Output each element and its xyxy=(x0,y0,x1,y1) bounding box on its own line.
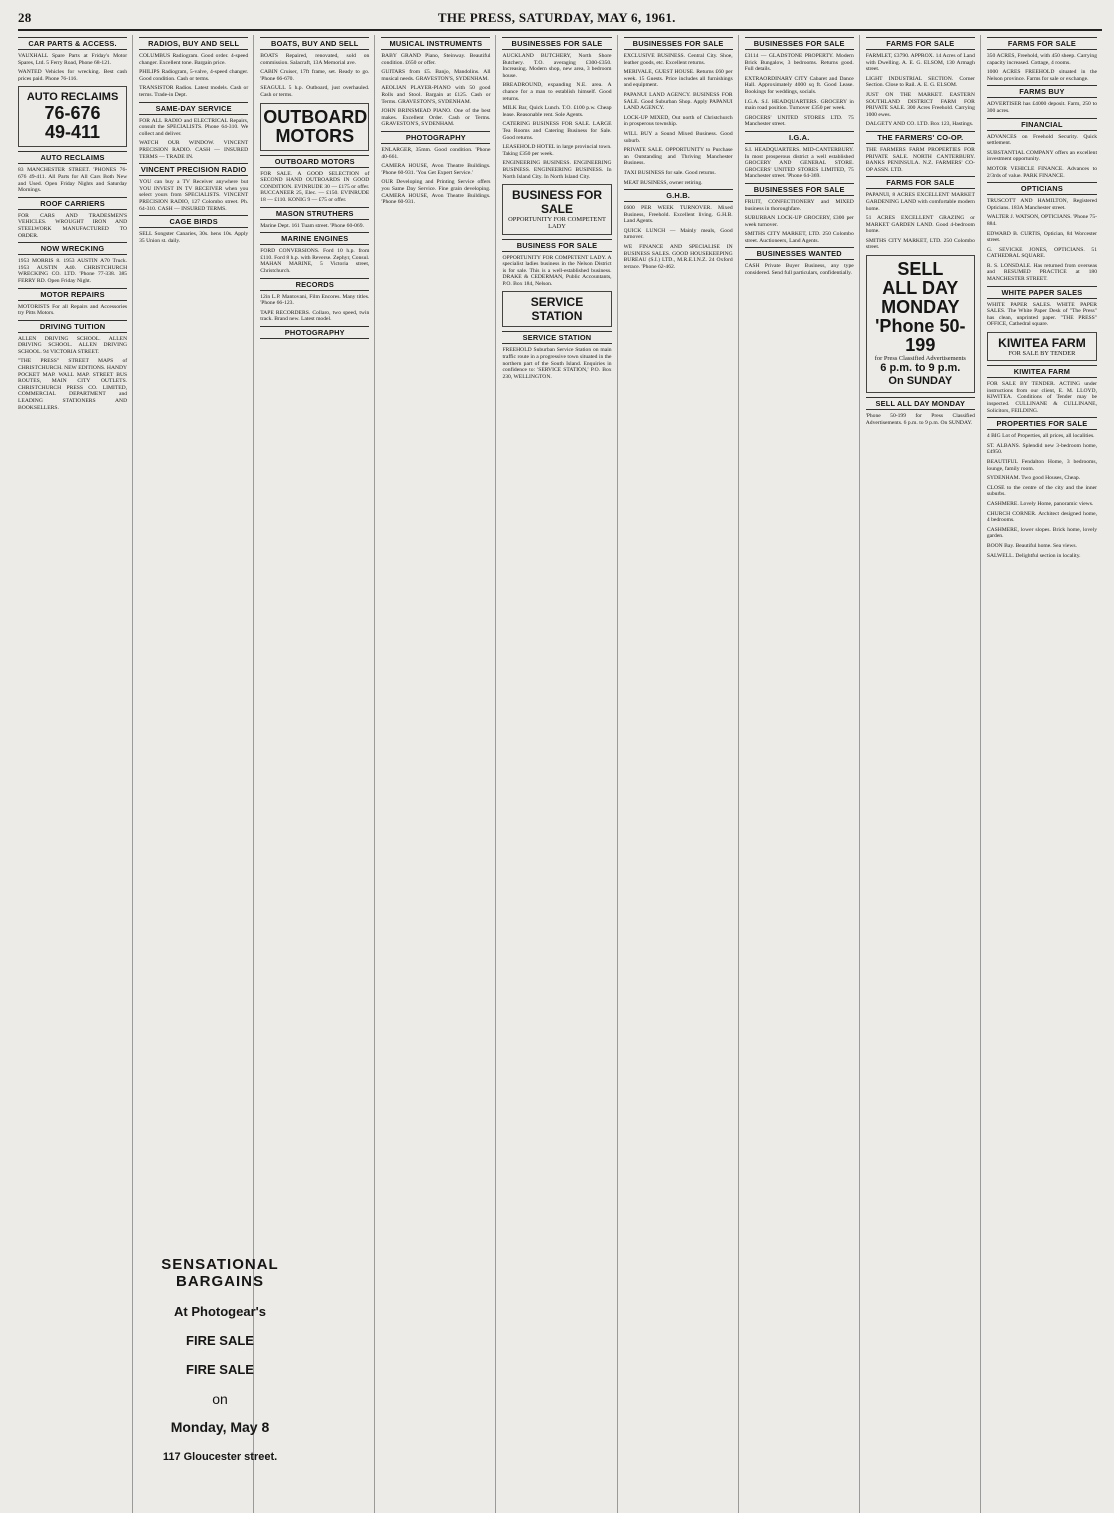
sensational-bargains-ad xyxy=(150,1256,290,1463)
classified-ad: BOATS Repaired, renovated, sold on commission. Salacraft, 13A Memorial ave. xyxy=(260,53,370,66)
classified-ad: CATERING BUSINESS FOR SALE. LARGE Tea Rooms and Catering Business for Sale. Good returns. xyxy=(502,121,612,141)
classified-ad: 4 BIG Lot of Properties, all prices, all localities. xyxy=(986,433,1095,440)
classified-ad: ADVANCES on Freehold Security. Quick settlement. xyxy=(986,133,1097,147)
column-5 xyxy=(502,35,617,1513)
classified-ad: EDWARD B. CURTIS, Optician, 84 Worcester street. xyxy=(986,230,1097,244)
classified-ad: EXCLUSIVE BUSINESS. Central City. Shoe, leather goods, etc. Excellent returns. xyxy=(623,53,733,66)
auto-reclaims-phone2: 49-411 xyxy=(45,122,101,143)
classified-ad: FREEHOLD Suburban Service Station on main traffic route in a progressive town situated in the northern part of the South Island. Enquiries in confidence to: 'SERVICE STATION,' P.O. Box 230, WELLINGTON. xyxy=(502,347,612,380)
classified-ad: BREADROUND, expanding N.E. area. A chance for a man to establish himself. Good returns. xyxy=(502,82,612,102)
section-heading: FARMS FOR SALE xyxy=(866,176,975,189)
section-heading: BUSINESSES FOR SALE xyxy=(745,183,854,196)
classified-ad: 51 ACRES EXCELLENT GRAZING or MARKET GARDEN LAND. Good 4-bedroom home. xyxy=(865,215,975,235)
section-heading: RECORDS xyxy=(260,278,369,291)
classified-ad: GROCERS' UNITED STORES LTD. 75 Manchester street. xyxy=(744,114,854,128)
classified-ad: WILL BUY a Sound Mixed Business. Good suburb. xyxy=(623,130,733,144)
classified-ad: MEAT BUSINESS, owner retiring. xyxy=(623,179,703,186)
classified-ad: SALWELL. Delightful section in locality. xyxy=(986,552,1081,559)
classified-ad: WE FINANCE AND SPECIALISE IN BUSINESS SALES. GOOD HOUSEKEEPING BUREAU (S.I.) LTD., M.R.E.I.N.Z. 24 Oxford terrace. 'Phone 62-462. xyxy=(623,244,733,270)
classified-ad: AEOLIAN PLAYER-PIANO with 50 good Rolls and Stool. Bargain at £125. Cash or Terms. GRAVESTON'S, SYDENHAM. xyxy=(381,85,491,105)
classified-ad: SUBSTANTIAL COMPANY offers an excellent investment opportunity. xyxy=(986,149,1097,163)
classified-ad: TAXI BUSINESS for sale. Good returns. xyxy=(623,169,716,176)
section-heading: MOTOR REPAIRS xyxy=(18,288,127,301)
classified-ad: ALLEN DRIVING SCHOOL. ALLEN DRIVING SCHOOL. ALLEN DRIVING SCHOOL. 94 VICTORIA STREET. xyxy=(18,335,128,355)
section-heading: FARMS BUY xyxy=(987,85,1097,98)
section-heading: THE FARMERS' CO-OP. xyxy=(866,131,975,144)
section-heading: MARINE ENGINES xyxy=(260,232,369,245)
classified-ad: OPPORTUNITY FOR COMPETENT LADY. A specialist ladies business in the Nelson District is for sale. This is a well-established business. DRAKE & CEDERMAN, Public Accountants, P.O. Box 184, Nelson. xyxy=(502,254,612,287)
classified-ad: JOHN BRINSMEAD PIANO. One of the best makes. Excellent Order. Cash or Terms. GRAVESTON'S, SYDENHAM. xyxy=(381,108,491,128)
section-heading: BUSINESSES FOR SALE xyxy=(624,37,733,50)
classified-ad: ENLARGER, 35mm. Good condition. 'Phone 40-661. xyxy=(381,146,491,160)
classified-ad: TRUSCOTT AND HAMILTON, Registered Opticians. 183A Manchester street. xyxy=(986,198,1097,211)
classified-ad: VAUXHALL Spare Parts at Friday's Motor Spares, Ltd. 5 Ferry Road, Phone 68-121. xyxy=(18,53,128,66)
publication-line: THE PRESS, SATURDAY, MAY 6, 1961. xyxy=(437,10,676,25)
classified-ad: R. S. LONSDALE. Has returned from overseas and RESUMED PRACTICE at 180 MANCHESTER STREET. xyxy=(986,262,1097,283)
classified-ad: WHITE PAPER SALES. WHITE PAPER SALES. The White Paper Desk of "The Press" has clean, unprinted paper. "THE PRESS" OFFICE, Cathedral square. xyxy=(986,301,1097,328)
classified-ad: MERIVALE, GUEST HOUSE. Returns £60 per week. 15 Guests. Price includes all furnishings and equipment. xyxy=(623,69,733,89)
classified-ad: £600 PER WEEK TURNOVER. Mixed Business, Freehold. Excellent living. G.H.B. Land Agents. xyxy=(623,205,733,225)
classified-ad: SEAGULL 5 h.p. Outboard, just overhauled. Cash or terms. xyxy=(260,85,370,98)
column-1 xyxy=(18,35,133,1513)
classified-ad: ST. ALBANS. Splendid new 3-bedroom home, £4950. xyxy=(986,442,1097,456)
classified-ad: DALGETY AND CO. LTD. Box 123, Hastings. xyxy=(865,121,974,128)
service-station-box xyxy=(502,291,611,327)
classified-ad: CASHMERE, lower slopes. Brick home, lovely garden. xyxy=(986,526,1097,540)
classified-ad: 350 ACRES, Freehold, with 450 sheep. Carrying capacity increased. Cottage, 4 rooms. xyxy=(986,53,1097,66)
business-for-sale-sub: OPPORTUNITY FOR COMPETENT LADY xyxy=(508,216,606,231)
section-heading: PHOTOGRAPHY xyxy=(381,131,490,144)
classified-ad: QUICK LUNCH — Mainly meals, Good turnover. xyxy=(623,227,733,241)
classified-ad: TAPE RECORDERS. Collaro, two speed, twin track. Brand new. Latest model. xyxy=(260,309,370,323)
column-9 xyxy=(987,35,1102,1513)
sensational-date: Monday, May 8 xyxy=(170,1419,270,1435)
classified-ad: ENGINEERING BUSINESS. ENGINEERING BUSINESS. ENGINEERING BUSINESS. In North Island City. In North Island City. xyxy=(502,160,612,180)
classified-ad: SMITHS CITY MARKET, LTD. 250 Colombo street. Auctioneers, Land Agents. xyxy=(744,231,854,244)
auto-reclaims-phone1: 76-676 xyxy=(44,103,101,124)
section-heading: G.H.B. xyxy=(624,189,733,202)
service-station-title: SERVICE STATION xyxy=(530,295,584,324)
masthead xyxy=(18,10,1102,31)
classified-ad: S.I. HEADQUARTERS. MID-CANTERBURY. In most prosperous district a well established GROCERY AND GENERAL STORE. GROCERS' UNITED STORES LIMITED, 75 Manchester street. 'Phone 64-369. xyxy=(744,146,854,180)
column-8 xyxy=(866,35,981,1513)
section-heading: AUTO RECLAIMS xyxy=(18,151,127,164)
column-6 xyxy=(624,35,739,1513)
sensational-line2: FIRE SALE xyxy=(186,1333,254,1348)
sell-all-day-tail: for Press Classified Advertisements xyxy=(874,355,966,363)
classified-ad: BOON Bay. Beautiful home. Sea views. xyxy=(986,542,1077,549)
sensational-title: SENSATIONAL BARGAINS xyxy=(161,1256,279,1290)
classified-ad: FRUIT, CONFECTIONERY and MIXED business in thoroughfare. xyxy=(744,198,854,212)
classified-ad: LIGHT INDUSTRIAL SECTION. Corner Section. Close to Rail. A. E. G. ELSOM. xyxy=(865,75,975,89)
page-number: 28 xyxy=(18,10,32,25)
classified-ad: WATCH OUR WINDOW. VINCENT PRECISION RADIO. CASH — INSURED TERMS — TRADE IN. xyxy=(139,140,249,160)
section-heading: FARMS FOR SALE xyxy=(987,37,1097,50)
section-heading: CAGE BIRDS xyxy=(139,215,248,228)
classified-ad: SELL Songster Canaries, 30s. hens 10s. Apply 35 Union st. daily. xyxy=(139,231,249,244)
classified-ad: 1000 ACRES FREEHOLD situated in the Nelson province. Farms for sale or exchange. xyxy=(986,69,1097,82)
classified-ad: LEASEHOLD HOTEL in large provincial town. Taking £350 per week. xyxy=(502,144,612,157)
section-heading: PROPERTIES FOR SALE xyxy=(987,417,1097,430)
section-heading: SAME-DAY SERVICE xyxy=(139,102,248,115)
masthead-spacer xyxy=(1082,10,1102,26)
classified-ad: £3114 — GLADSTONE PROPERTY. Modern Brick Bungalow, 3 bedrooms. Returns good. Full details. xyxy=(744,53,854,73)
sell-all-day-line3: MONDAY xyxy=(881,297,960,318)
auto-reclaims-display xyxy=(18,86,127,147)
sell-all-day-display xyxy=(866,255,975,393)
sell-all-day-phone: 'Phone 50-199 xyxy=(875,316,966,356)
sell-all-day-line2: ALL DAY xyxy=(882,278,959,299)
classified-ad: PAPANUI LAND AGENCY. BUSINESS FOR SALE. Good Suburban Shop. Apply PAPANUI LAND AGENCY. xyxy=(623,91,733,112)
classified-ad: WALTER J. WATSON, OPTICIANS. 'Phone 75-884. xyxy=(986,214,1097,227)
sell-all-day-time: 6 p.m. to 9 p.m. xyxy=(880,362,961,375)
classified-ad: MILK Bar, Quick Lunch. T.O. £100 p.w. Cheap lease. Reasonable rent. Sole Agents. xyxy=(502,105,612,118)
classified-ad: GUITARS from £5. Banjo, Mandolins. All musical needs. GRAVESTON'S, SYDENHAM. xyxy=(381,69,491,82)
section-heading: WHITE PAPER SALES xyxy=(987,286,1097,299)
classified-ad: CAMERA HOUSE, Avon Theatre Buildings. 'Phone 60-931. 'You Get Expert Service.' xyxy=(381,163,491,176)
classified-ad: ADVERTISER has £4000 deposit. Farm, 250 to 300 acres. xyxy=(986,101,1097,114)
classified-ad: I.G.A. S.I. HEADQUARTERS. GROCERY in main road position. Turnover £350 per week. xyxy=(744,98,854,112)
sell-all-day-day: On SUNDAY xyxy=(888,375,953,388)
section-heading: I.G.A. xyxy=(745,131,854,144)
section-heading: DRIVING TUITION xyxy=(18,320,127,333)
auto-reclaims-title: AUTO RECLAIMS xyxy=(26,91,119,104)
classified-ad: FARMLET, £3790. APPROX. 14 Acres of Land with Dwelling. A. E. G. ELSOM, 130 Armagh street. xyxy=(865,53,975,73)
outboard-display xyxy=(260,103,369,151)
section-heading: KIWITEA FARM xyxy=(987,365,1097,378)
classified-ad: SYDENHAM. Two good Houses, Cheap. xyxy=(986,475,1081,482)
sell-all-day-line1: SELL xyxy=(897,259,944,280)
classified-ad: SUBURBAN LOCK-UP GROCERY, £300 per week turnover. xyxy=(744,215,854,228)
section-heading: OUTBOARD MOTORS xyxy=(260,155,369,168)
kiwitea-sub: FOR SALE BY TENDER xyxy=(1008,350,1076,358)
section-heading: BUSINESS FOR SALE xyxy=(502,239,611,252)
classified-ad: JUST ON THE MARKET. EASTERN SOUTHLAND DISTRICT FARM FOR PRIVATE SALE. 300 Acres Freehold. Carrying 1000 ewes. xyxy=(865,91,975,118)
sensational-on: on xyxy=(212,1391,228,1407)
section-heading: BOATS, BUY AND SELL xyxy=(260,37,369,50)
classified-ad: COLUMBUS Radiogram. Good order. 4-speed changer. Excellent tone. Bargain price. xyxy=(139,53,249,66)
classified-ad: MOTOR VEHICLE FINANCE. Advances to 2/3rds of value. PARK FINANCE. xyxy=(986,165,1097,179)
classified-ad: PRIVATE SALE. OPPORTUNITY to Purchase an Outstanding and Thriving Manchester Business. xyxy=(623,147,733,167)
classified-ad: THE FARMERS FARM PROPERTIES FOR PRIVATE SALE. NORTH CANTERBURY. BANKS PENINSULA. N.Z. FARMERS' CO-OP ASSN. LTD. xyxy=(865,146,975,173)
classified-ad: FOR SALE. A GOOD SELECTION of SECOND HAND OUTBOARDS IN GOOD CONDITION. EVINRUDE 30 — £175 or offer. BUCCANEER 25, Elec. — £150. EVINRUDE 18 — £110. KONIG 9 — £75 or offer. xyxy=(260,170,370,203)
classified-ad: MOTORISTS For all Repairs and Accessories try Pitts Motors. xyxy=(18,303,128,317)
column-4 xyxy=(381,35,496,1513)
classified-ad: FORD CONVERSIONS. Ford 10 h.p. from £110. Ford 8 h.p. with Reverse. Zephyr, Consul. MAHAN MARINE, 5 Victoria street, Christchurch. xyxy=(260,248,370,274)
section-heading: CAR PARTS & ACCESS. xyxy=(18,37,127,50)
classified-ad: YOU can buy a TV Receiver anywhere but YOU INVEST IN TV RECEIVER when you select yours from SPECIALISTS. VINCENT PRECISION RADIO, 127 Colombo street. Ph. 64-310. CASH — INSURED TERMS. xyxy=(139,179,249,212)
business-for-sale-box xyxy=(502,184,611,234)
kiwitea-box xyxy=(987,332,1097,361)
classified-ad: PAPANUI, 8 ACRES EXCELLENT MARKET GARDENING LAND with comfortable modern home. xyxy=(865,192,975,212)
classified-ad: SMITHS CITY MARKET, LTD. 250 Colombo street. xyxy=(865,237,975,251)
section-heading: MASON STRUTHERS xyxy=(260,207,369,220)
classified-ad: TRANSISTOR Radios. Latest models. Cash or terms. Trade-in Dept. xyxy=(139,85,249,98)
classified-ad: 1953 MORRIS 8. 1953 AUSTIN A70 Truck. 1953 AUSTIN A40. CHRISTCHURCH WRECKING CO. LTD. 'Phone 77-338. 385 FERRY RD. Open Friday Night. xyxy=(18,258,128,284)
classified-ad: CASHMERE. Lovely Home, panoramic views. xyxy=(986,500,1094,507)
section-heading: PHOTOGRAPHY xyxy=(260,326,369,339)
sensational-line1: At Photogear's xyxy=(174,1304,266,1319)
classified-ad: G. SEVICKE JONES, OPTICIANS. 51 CATHEDRAL SQUARE. xyxy=(986,246,1097,260)
section-heading: RADIOS, BUY AND SELL xyxy=(139,37,248,50)
section-heading: SERVICE STATION xyxy=(502,331,611,344)
section-heading: MUSICAL INSTRUMENTS xyxy=(381,37,490,50)
outboard-title: OUTBOARD MOTORS xyxy=(263,106,368,146)
classified-ad: 'Phone 50-199 for Press Classified Advertisements. 6 p.m. to 9 p.m. On SUNDAY. xyxy=(865,413,975,427)
section-heading: BUSINESSES WANTED xyxy=(745,247,854,260)
classified-ad: 12in L.P. Mantovani, Film Encores. Many titles. 'Phone 66-123. xyxy=(260,293,370,307)
business-for-sale-title: BUSINESS FOR SALE xyxy=(511,188,602,217)
classified-ad: WANTED Vehicles for wrecking. Best cash prices paid. Phone 76-116. xyxy=(18,69,128,82)
classified-ad: CLOSE to the centre of the city and the inner suburbs. xyxy=(986,484,1097,498)
classified-ad: BABY GRAND Piano, Steinway. Beautiful condition. £650 or offer. xyxy=(381,53,491,66)
sensational-line3: FIRE SALE xyxy=(186,1362,254,1377)
section-heading: SELL ALL DAY MONDAY xyxy=(866,397,975,410)
classified-ad: CASH Private Buyer Business, any type considered. Send full particulars, confidentially. xyxy=(744,263,854,277)
classified-ad: OUR Developing and Printing Service offers you Same Day Service. Fine grain developing. CAMERA HOUSE, Avon Theatre Buildings. 'Phone 60-931. xyxy=(381,179,491,206)
section-heading: FARMS FOR SALE xyxy=(866,37,975,50)
classified-ad: AUCKLAND BUTCHERY, North Shore Butchery. T.O. averaging £300-£350. Increasing. Modern shop, new area, 3 bedroom house. xyxy=(502,53,612,79)
section-heading: ROOF CARRIERS xyxy=(18,197,127,210)
classified-ad: FOR CARS AND TRADESMEN'S VEHICLES. WROUGHT IRON AND STEELWORK MANUFACTURED TO ORDER. xyxy=(18,212,128,239)
section-heading: OPTICIANS xyxy=(987,182,1097,195)
classified-ad: LOCK-UP MIXED, Out north of Christchurch in prosperous township. xyxy=(623,114,733,128)
classified-ad: FOR ALL RADIO and ELECTRICAL Repairs, consult the SPECIALISTS. Phone 64-310. We collect and deliver. xyxy=(139,117,249,137)
classified-ad: FOR SALE BY TENDER. ACTING under instructions from our client, E. M. LLOYD, KIWITEA. Conditions of Tender may be inspected. CULLINANE & CULLINANE, Solicitors, FEILDING. xyxy=(986,381,1097,414)
classified-ad: PHILIPS Radiogram, 5-valve, 4-speed changer. Good condition. Cash or terms. xyxy=(139,69,249,82)
kiwitea-title: KIWITEA FARM xyxy=(998,336,1086,351)
section-heading: BUSINESSES FOR SALE xyxy=(745,37,854,50)
classified-ad: CHURCH CORNER. Architect designed home, 4 bedrooms. xyxy=(986,510,1097,524)
classified-ad: CABIN Cruiser, 17ft frame, set. Ready to go. 'Phone 66-670. xyxy=(260,69,370,82)
classified-ad: EXTRAORDINARY CITY Cabaret and Dance Hall. Approximately 4000 sq ft. Good Lease. Bookings for weddings, socials. xyxy=(744,75,854,95)
classified-ad: Marine Dept. 161 Tuam street. 'Phone 60-069. xyxy=(260,222,364,229)
classified-ad: BEAUTIFUL Fendalton Home, 3 bedrooms, lounge, family room. xyxy=(986,458,1097,472)
classified-ad: "THE PRESS" STREET MAPS of CHRISTCHURCH. NEW EDITIONS. HANDY POCKET MAP. WALL MAP. STREET BUS ROUTES, MAIN CITY OUTLETS. CHRISTCHURCH PRESS CO. LIMITED, COMMERCIAL DEPARTMENT and LEADING STATIONERS AND BOOKSELLERS. xyxy=(18,358,128,411)
column-7 xyxy=(745,35,860,1513)
classified-ad: 83 MANCHESTER STREET. 'PHONES 76-676 49-411. All Parts for All Cars Both New and Used. Open Friday Nights and Saturday Mornings. xyxy=(18,167,128,194)
section-heading: NOW WRECKING xyxy=(18,242,127,255)
section-heading: BUSINESSES FOR SALE xyxy=(502,37,611,50)
section-heading: VINCENT PRECISION RADIO xyxy=(140,165,247,175)
section-heading: FINANCIAL xyxy=(987,118,1097,131)
sensational-address: 117 Gloucester street. xyxy=(162,1451,278,1463)
